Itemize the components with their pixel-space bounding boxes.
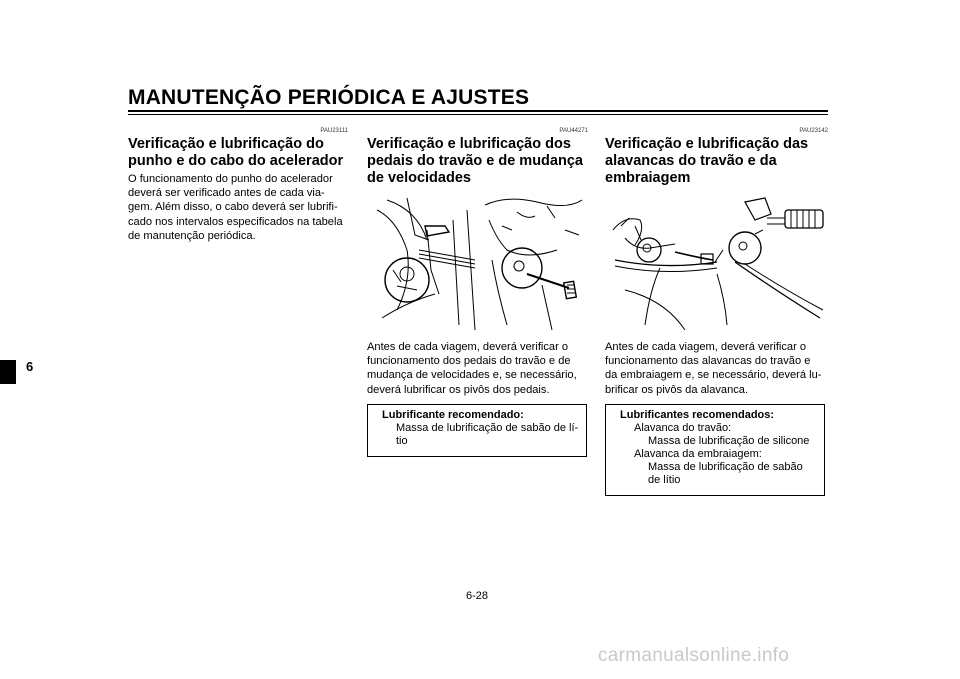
box-item [620,422,824,487]
body-line: de manutenção periódica. [128,229,256,242]
section-code: PAU44271 [559,128,588,134]
body-line: brificar os pivôs da alavanca. [605,383,749,396]
section-body [367,340,589,397]
body-line: Antes de cada viagem, deverá verificar o [367,341,569,353]
body-line: cado nos intervalos especificados na tabela [128,215,343,228]
body-line: deverá lubrificar os pivôs dos pedais. [367,383,550,396]
body-line: da embraiagem e, se necessário, deverá lu- [605,369,822,382]
box-item [382,422,586,448]
box-line: tio [396,435,408,447]
chapter-tab-number: 6 [26,359,34,374]
title-line: Verificação e lubrificação das [605,136,809,152]
recommended-lubricant-box [367,404,587,457]
chapter-tab-marker [0,360,16,384]
body-line: funcionamento dos pedais do travão e de [367,355,571,368]
recommended-lubricants-box [605,404,825,496]
title-line: punho e do cabo do acelerador [128,153,344,169]
section-title [367,136,597,187]
box-item-label: Alavanca do travão: [634,422,732,434]
levers-illustration [605,190,827,330]
section-code: PAU23142 [799,128,828,134]
header-rule-thick [128,110,828,112]
page-header-title: MANUTENÇÃO PERIÓDICA E AJUSTES [128,86,530,109]
title-line: alavancas do travão e da [605,153,777,169]
box-heading: Lubrificante recomendado: [382,409,524,421]
body-line: gem. Além disso, o cabo deverá ser lubrifi- [128,201,338,214]
title-line: embraiagem [605,170,691,186]
title-line: Verificação e lubrificação dos [367,136,571,152]
title-line: Verificação e lubrificação do [128,136,324,152]
title-line: pedais do travão e de mudança [367,153,583,169]
section-title [605,136,835,187]
body-line: O funcionamento do punho do acelerador [128,173,333,185]
box-line: Massa de lubrificação de sabão de lí- [396,422,579,434]
box-line: de lítio [648,474,681,486]
body-line: funcionamento das alavancas do travão e [605,355,811,368]
section-title [128,136,358,170]
box-heading: Lubrificantes recomendados: [620,409,775,421]
header-rule-thin [128,114,828,115]
box-item-label: Alavanca da embraiagem: [634,448,762,460]
body-line: Antes de cada viagem, deverá verificar o [605,341,807,353]
body-line: mudança de velocidades e, se necessário, [367,369,577,382]
watermark: carmanualsonline.info [598,645,790,666]
page-number: 6-28 [466,590,489,602]
title-line: de velocidades [367,170,471,186]
pedals-illustration [367,190,589,330]
body-line: deverá ser verificado antes de cada via- [128,187,325,200]
box-line: Massa de lubrificação de sabão [648,461,803,473]
section-body [605,340,827,397]
box-item-value [634,461,824,487]
box-item-value: Massa de lubrificação de silicone [648,435,810,447]
section-body [128,172,350,243]
section-code: PAU23111 [320,128,348,134]
